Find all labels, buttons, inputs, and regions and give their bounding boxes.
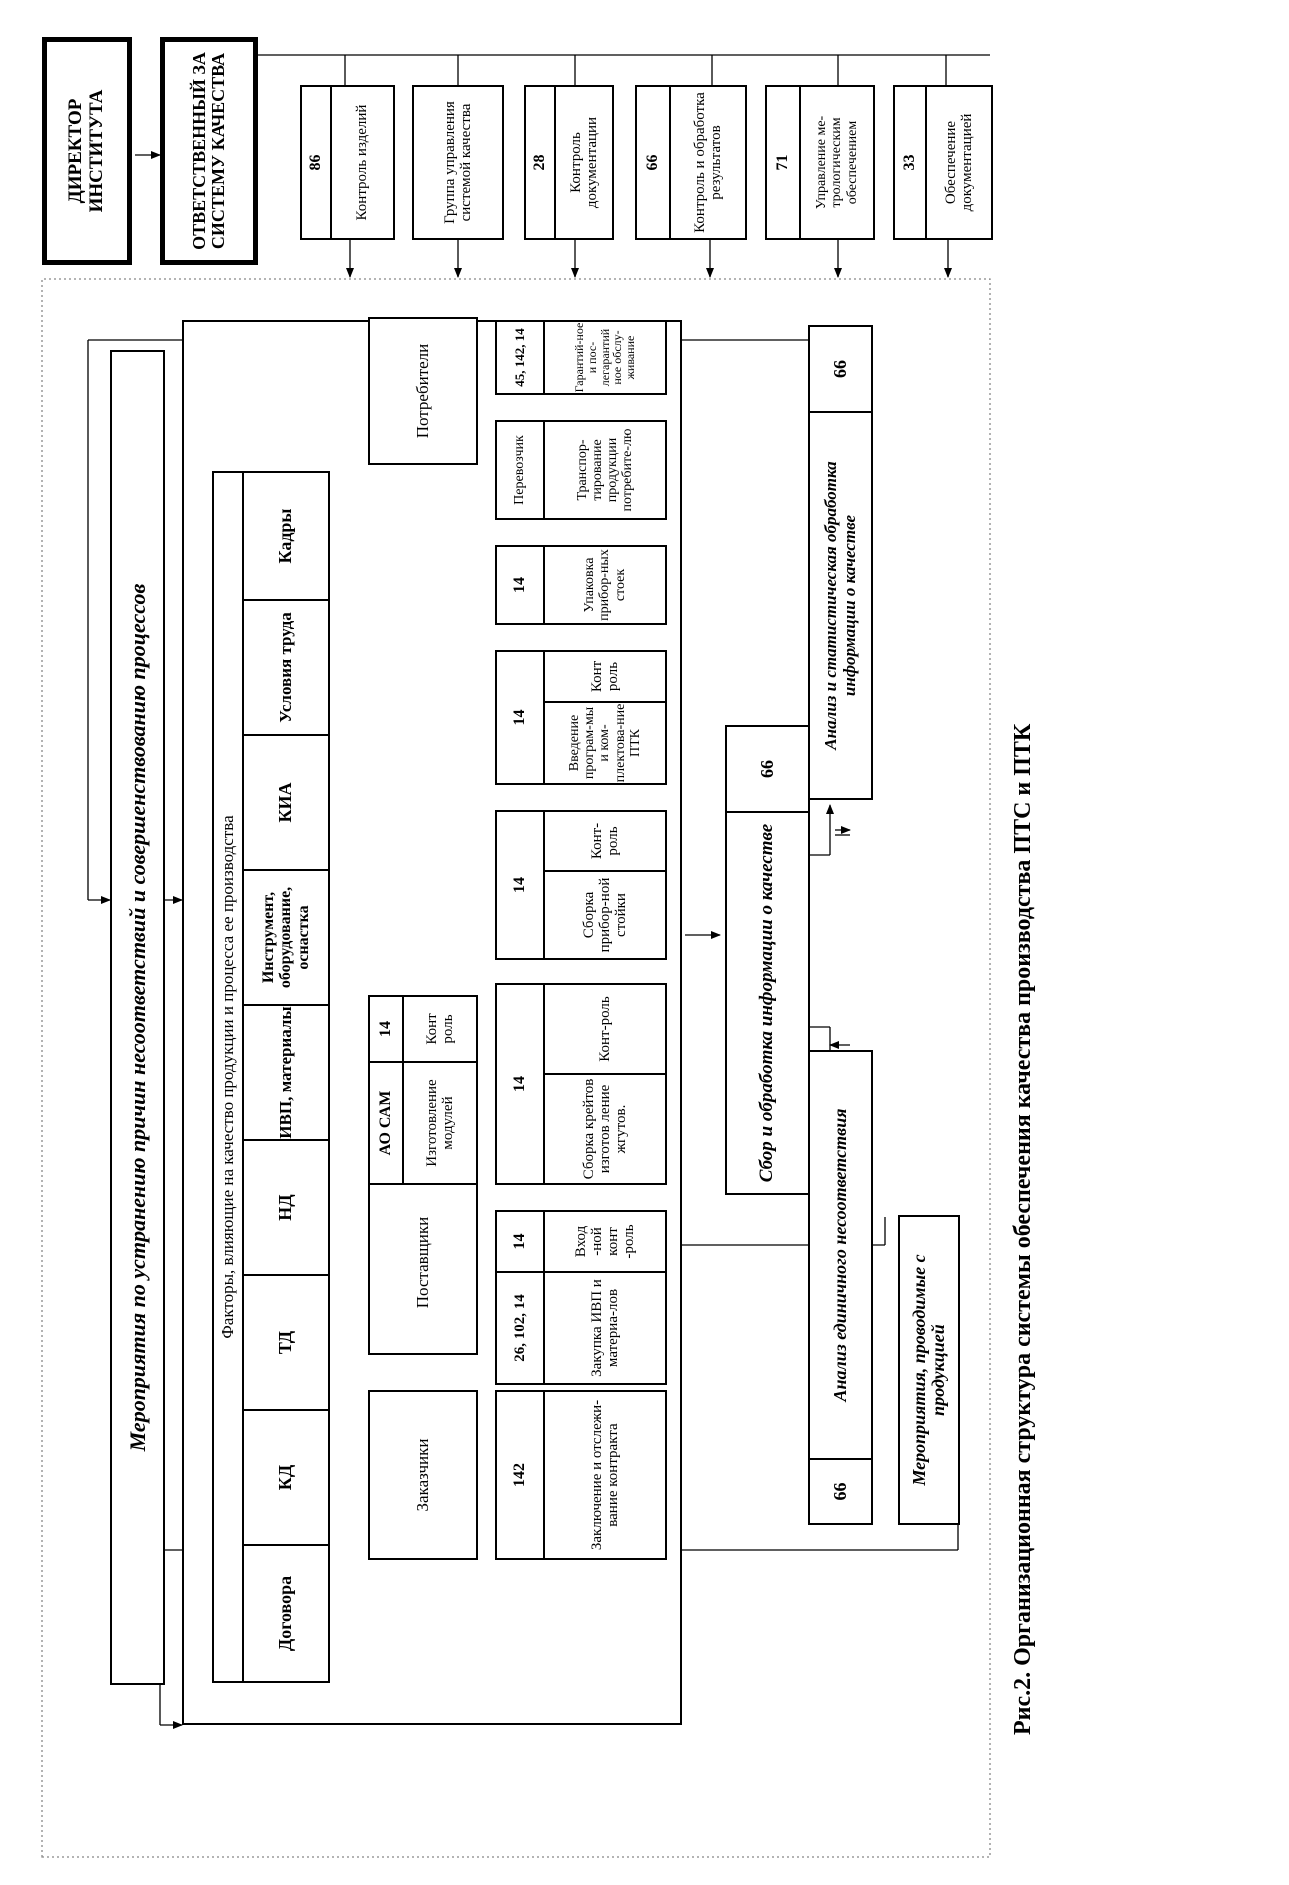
factor-tools: Инструмент, оборудование, оснастка xyxy=(244,871,328,1006)
process-num: 14 xyxy=(497,547,545,623)
department-num: 86 xyxy=(302,87,332,238)
info-collection-box xyxy=(725,725,810,1195)
process-packing xyxy=(495,545,667,625)
process-procurement xyxy=(495,1210,667,1385)
process-control: Конт роль xyxy=(588,660,621,693)
process-num: 14 xyxy=(497,985,545,1183)
department-label: Контроль изделий xyxy=(354,104,371,221)
ao-sam-control: Конт роль xyxy=(423,1013,456,1045)
process-crates xyxy=(495,983,667,1185)
factor-nd: НД xyxy=(244,1141,328,1276)
factor-kd: КД xyxy=(244,1411,328,1546)
process-control: Конт-роль xyxy=(596,996,613,1062)
product-measures-label: Мероприятия, проводимые с продукцией xyxy=(908,1254,948,1486)
analysis-stat-box xyxy=(808,325,873,800)
consumers-label: Потребители xyxy=(412,343,432,439)
figure-caption: Рис.2. Организационная структура системы обеспечения качества производства ПТС и ПТК xyxy=(1010,723,1036,1735)
department-num: 71 xyxy=(767,87,801,238)
analysis-single-box xyxy=(808,1050,873,1525)
process-programming xyxy=(495,650,667,785)
factors-title: Факторы, влияющие на качество продукции и процесса ее производства xyxy=(214,473,244,1681)
customers-box xyxy=(368,1390,478,1560)
process-rack-assembly xyxy=(495,810,667,960)
process-label: Транспор-тирование продукции потребите-лю xyxy=(574,428,636,512)
factor-kia: КИА xyxy=(244,736,328,871)
process-transport xyxy=(495,420,667,520)
consumers-box xyxy=(368,317,478,465)
department-28 xyxy=(524,85,614,240)
factor-materials: ИВП, материалы xyxy=(244,1006,328,1141)
analysis-single-label: Анализ единичного несоответствия xyxy=(829,1108,850,1402)
process-control: Конт-роль xyxy=(588,822,621,860)
analysis-stat-label: Анализ и статистическая обработка информации о качестве xyxy=(821,461,859,750)
process-label: Сборка прибор-ной стойки xyxy=(545,870,665,958)
info-collection-num: 66 xyxy=(727,727,808,813)
analysis-stat-num: 66 xyxy=(810,327,871,413)
department-num: 28 xyxy=(526,87,556,238)
process-contract xyxy=(495,1390,667,1560)
quality-responsible-label: ОТВЕТСТВЕННЫЙ ЗА СИСТЕМУ КАЧЕСТВА xyxy=(188,52,228,250)
process-carrier: Перевозчик xyxy=(497,422,545,518)
analysis-single-num: 66 xyxy=(810,1458,871,1523)
process-num: 45, 142, 14 xyxy=(497,322,545,393)
ao-sam-title: АО САМ xyxy=(370,1061,404,1183)
quality-responsible-box xyxy=(160,37,258,265)
process-label: Гарантий-ное и пос-легарантий ное обслу-живание xyxy=(571,322,638,393)
process-num: 142 xyxy=(497,1392,545,1558)
factor-conditions: Условия труда xyxy=(244,601,328,736)
process-label: Закупка ИВП и материа-лов xyxy=(545,1271,665,1383)
department-label: Группа управления системой качества xyxy=(441,101,474,224)
process-num: 14 xyxy=(497,1212,545,1271)
process-warranty xyxy=(495,320,667,395)
department-label: Управление ме-трологическим обеспечением xyxy=(814,115,860,210)
nonconformity-measures-box xyxy=(110,350,165,1685)
process-label: Сборка крейтов изготов ление жгутов. xyxy=(545,1073,665,1183)
process-num: 14 xyxy=(497,652,545,783)
director-box xyxy=(42,37,132,265)
customers-label: Заказчики xyxy=(412,1438,432,1512)
department-label: Контроль и обработка результатов xyxy=(691,92,724,233)
department-66 xyxy=(635,85,747,240)
department-33 xyxy=(893,85,993,240)
factor-personnel: Кадры xyxy=(244,473,328,601)
ao-sam-process: Изготовление модулей xyxy=(404,1061,476,1183)
process-label: Вход -ной конт -роль xyxy=(572,1224,638,1259)
ao-sam-box xyxy=(368,995,478,1185)
factor-contracts: Договора xyxy=(275,1575,296,1652)
department-71 xyxy=(765,85,875,240)
product-measures-box xyxy=(898,1215,960,1525)
process-num: 26, 102, 14 xyxy=(497,1271,545,1383)
suppliers-box xyxy=(368,1170,478,1355)
department-num: 33 xyxy=(895,87,927,238)
department-label: Обеспечение документацией xyxy=(942,113,975,212)
department-num: 66 xyxy=(637,87,671,238)
department-86 xyxy=(300,85,395,240)
department-label: Контроль документации xyxy=(567,116,600,209)
process-num: 14 xyxy=(497,812,545,958)
factor-td: ТД xyxy=(244,1276,328,1411)
process-label: Упаковка прибор-ных стоек xyxy=(582,549,628,621)
info-collection-label: Сбор и обработка информации о качестве xyxy=(756,823,778,1183)
process-label: Заключение и отслежи-вание контракта xyxy=(588,1399,621,1551)
nonconformity-measures-label: Мероприятия по устранению причин несоответствий и совершенствованию процессов xyxy=(124,583,150,1452)
ao-sam-num: 14 xyxy=(370,997,404,1061)
process-label: Введение програм-мы и ком-плектова-ние ПТК xyxy=(545,701,665,783)
suppliers-label: Поставщики xyxy=(412,1216,432,1309)
director-label: ДИРЕКТОР ИНСТИТУТА xyxy=(65,89,107,213)
factors-table xyxy=(212,471,330,1683)
department-quality-group xyxy=(412,85,504,240)
